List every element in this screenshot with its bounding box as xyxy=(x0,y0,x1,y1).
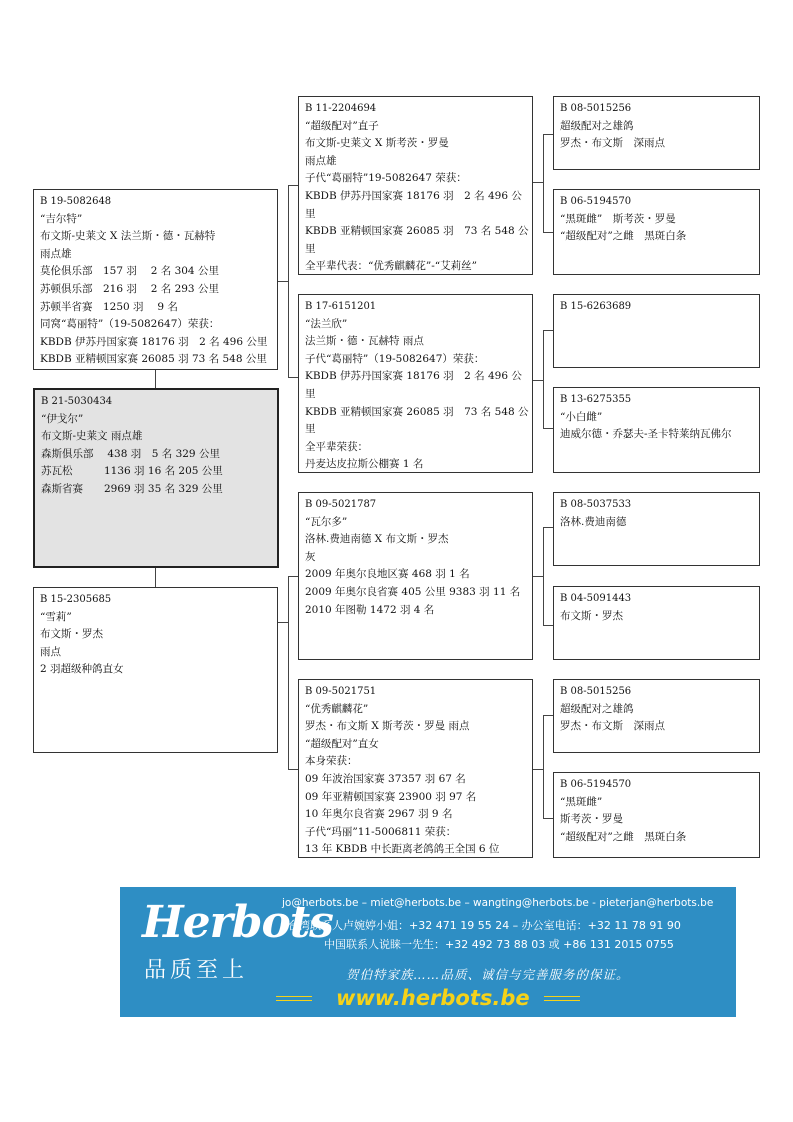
pedigree-line: 09 年亚精顿国家赛 23900 羽 97 名 xyxy=(305,790,477,803)
pedigree-line: “瓦尔多” xyxy=(305,515,348,528)
ring-number: B 15-6263689 xyxy=(560,301,632,312)
pedigree-line: 布文斯-史莱文 X 斯考茨・罗曼 xyxy=(305,137,449,150)
connector xyxy=(543,715,544,818)
pedigree-line: 苏顿半省赛 1250 羽 9 名 xyxy=(40,300,178,313)
pedigree-line: KBDB 伊苏丹国家赛 18176 羽 2 名 496 公 xyxy=(305,189,522,202)
pedigree-line: 灰 xyxy=(305,550,316,563)
pedigree-line: KBDB 亚精顿国家赛 26085 羽 73 名 548 公 xyxy=(305,405,529,418)
subject-card xyxy=(33,388,279,568)
connector xyxy=(278,622,288,623)
grandsire-maternal-card xyxy=(298,492,533,660)
connector xyxy=(288,769,298,770)
pedigree-line: 全平辈荣获： xyxy=(305,440,368,453)
pedigree-line: 法兰斯・德・瓦赫特 雨点 xyxy=(305,335,424,348)
pedigree-line: KBDB 亚精顿国家赛 26085 羽 73 名 548 公里 xyxy=(40,353,267,366)
connector xyxy=(533,576,543,577)
great-grandparent-card xyxy=(553,96,760,170)
pedigree-line: 迪威尔德・乔瑟夫-圣卡特莱纳瓦佛尔 xyxy=(560,428,732,441)
pedigree-line: 子代“葛丽特”19-5082647 荣获： xyxy=(305,172,467,185)
connector xyxy=(543,818,553,819)
pedigree-line: 超级配对之雄鸽 xyxy=(560,702,634,715)
grandsire-paternal-card xyxy=(298,96,533,275)
pedigree-line: 里 xyxy=(305,242,316,255)
connector xyxy=(543,134,544,232)
pedigree-line: 苏顿俱乐部 216 羽 2 名 293 公里 xyxy=(40,282,219,295)
pedigree-line: 全平辈代表：“优秀麒麟花”-“艾莉丝” xyxy=(305,260,478,273)
pedigree-line: 本身荣获： xyxy=(305,755,358,768)
ring-number: B 06-5194570 xyxy=(560,196,632,207)
ring-number: B 11-2204694 xyxy=(305,103,377,114)
pedigree-line: 丹麦达皮拉斯公棚赛 1 名 xyxy=(305,458,424,471)
connector xyxy=(543,330,553,331)
ring-number: B 08-5037533 xyxy=(560,499,632,510)
pedigree-line: “优秀麒麟花” xyxy=(305,702,369,715)
dam-card xyxy=(33,587,278,753)
pedigree-line: 罗杰・布文斯 深雨点 xyxy=(560,720,665,733)
connector xyxy=(543,527,553,528)
pedigree-line: “超级配对”直女 xyxy=(305,737,379,750)
great-grandparent-card xyxy=(553,294,760,368)
connector xyxy=(533,182,543,183)
connector xyxy=(288,185,298,186)
connector xyxy=(543,428,553,429)
pedigree-line: 09 年波治国家赛 37357 羽 67 名 xyxy=(305,772,466,785)
pedigree-line: “吉尔特” xyxy=(40,212,83,225)
pedigree-line: 子代“葛丽特”（19-5082647）荣获： xyxy=(305,352,485,365)
contact-phone-taiwan: 台湾联系人卢婉婷小姐：+32 471 19 55 24 – 办公室电话：+32 11 78 91 90 xyxy=(288,919,681,932)
connector xyxy=(543,232,553,233)
divider xyxy=(276,996,312,1001)
pedigree-line: 里 xyxy=(305,423,316,436)
pedigree-line: 苏瓦松 1136 羽 16 名 205 公里 xyxy=(41,465,223,478)
pedigree-line: “超级配对”直子 xyxy=(305,119,379,132)
ring-number: B 06-5194570 xyxy=(560,779,632,790)
pedigree-line: 洛林.费迪南德 xyxy=(560,515,627,528)
connector xyxy=(288,576,289,769)
pedigree-line: 罗杰・布文斯 深雨点 xyxy=(560,137,665,150)
pedigree-line: 里 xyxy=(305,387,316,400)
ring-number: B 08-5015256 xyxy=(560,686,632,697)
pedigree-line: 雨点 xyxy=(40,645,61,658)
ring-number: B 17-6151201 xyxy=(305,301,377,312)
pedigree-line: “超级配对”之雌 黑斑白条 xyxy=(560,830,687,843)
ring-number: B 08-5015256 xyxy=(560,103,632,114)
connector xyxy=(543,330,544,428)
pedigree-line: 布文斯-史莱文 雨点雄 xyxy=(41,430,143,443)
pedigree-line: 13 年 KBDB 中长距离老鸽鸽王全国 6 位 xyxy=(305,843,500,856)
pedigree-line: 森斯省赛 2969 羽 35 名 329 公里 xyxy=(41,482,223,495)
contact-emails[interactable]: jo@herbots.be – miet@herbots.be – wangting@herbots.be - pieterjan@herbots.be xyxy=(282,897,714,909)
sire-card xyxy=(33,189,278,370)
pedigree-line: 2009 年奥尔良省赛 405 公里 9383 羽 11 名 xyxy=(305,585,521,598)
pedigree-line: 里 xyxy=(305,207,316,220)
pedigree-line: KBDB 亚精顿国家赛 26085 羽 73 名 548 公 xyxy=(305,225,529,238)
pedigree-line: “伊戈尔” xyxy=(41,412,84,425)
divider xyxy=(544,996,580,1001)
pedigree-line: 超级配对之雄鸽 xyxy=(560,119,634,132)
pedigree-line: 10 年奥尔良省赛 2967 羽 9 名 xyxy=(305,808,453,821)
pedigree-line: “黑斑雌” xyxy=(560,795,603,808)
great-grandparent-card xyxy=(553,189,760,275)
ring-number: B 13-6275355 xyxy=(560,394,632,405)
contact-phone-china: 中国联系人说睐一先生：+32 492 73 88 03 或 +86 131 2015 0755 xyxy=(324,938,674,951)
pedigree-line: 莫伦俱乐部 157 羽 2 名 304 公里 xyxy=(40,265,219,278)
website-link[interactable]: www.herbots.be xyxy=(336,986,530,1010)
connector xyxy=(288,377,298,378)
pedigree-line: 雨点雄 xyxy=(40,247,72,260)
pedigree-line: “小白雌” xyxy=(560,410,603,423)
pedigree-line: 布文斯-史莱文 X 法兰斯・德・瓦赫特 xyxy=(40,230,216,243)
pedigree-line: 洛林.费迪南德 X 布文斯・罗杰 xyxy=(305,533,449,546)
slogan: 品质至上 xyxy=(144,958,249,983)
pedigree-line: KBDB 伊苏丹国家赛 18176 羽 2 名 496 公 xyxy=(305,370,522,383)
connector xyxy=(288,576,298,577)
connector xyxy=(543,625,553,626)
pedigree-line: KBDB 伊苏丹国家赛 18176 羽 2 名 496 公里 xyxy=(40,335,268,348)
connector xyxy=(543,134,553,135)
pedigree-line: “法兰欣” xyxy=(305,317,348,330)
connector xyxy=(543,527,544,625)
pedigree-line: 罗杰・布文斯 X 斯考茨・罗曼 雨点 xyxy=(305,720,470,733)
tagline: 贺伯特家族……品质、诚信与完善服务的保证。 xyxy=(346,967,630,982)
great-grandparent-card xyxy=(553,492,760,566)
herbots-banner xyxy=(120,887,736,1017)
connector xyxy=(288,185,289,377)
connector xyxy=(543,715,553,716)
great-grandparent-card xyxy=(553,772,760,858)
ring-number: B 04-5091443 xyxy=(560,593,632,604)
pedigree-line: 布文斯・罗杰 xyxy=(560,609,623,622)
pedigree-line: 子代“玛丽”11-5006811 荣获： xyxy=(305,825,457,838)
pedigree-line: “黑斑雌” 斯考茨・罗曼 xyxy=(560,212,676,225)
pedigree-line: 2009 年奥尔良地区赛 468 羽 1 名 xyxy=(305,568,470,581)
great-grandparent-card xyxy=(553,387,760,473)
granddam-paternal-card xyxy=(298,294,533,473)
pedigree-line: “超级配对”之雌 黑斑白条 xyxy=(560,230,687,243)
ring-number: B 09-5021751 xyxy=(305,686,377,697)
great-grandparent-card xyxy=(553,679,760,753)
connector xyxy=(533,380,543,381)
connector xyxy=(155,568,156,587)
great-grandparent-card xyxy=(553,586,760,660)
ring-number: B 21-5030434 xyxy=(41,396,113,407)
ring-number: B 09-5021787 xyxy=(305,499,377,510)
pedigree-line: 布文斯・罗杰 xyxy=(40,628,103,641)
ring-number: B 15-2305685 xyxy=(40,594,112,605)
pedigree-line: 森斯俱乐部 438 羽 5 名 329 公里 xyxy=(41,447,220,460)
pedigree-line: 雨点雄 xyxy=(305,154,337,167)
pedigree-line: 斯考茨・罗曼 xyxy=(560,813,623,826)
herbots-logo: Herbots xyxy=(142,897,333,948)
pedigree-line: 同窝“葛丽特”（19-5082647）荣获： xyxy=(40,318,220,331)
pedigree-line: “雪莉” xyxy=(40,610,72,623)
pedigree-line: 2010 年图勒 1472 羽 4 名 xyxy=(305,603,435,616)
pedigree-line: 2 羽超级种鸽直女 xyxy=(40,663,124,676)
ring-number: B 19-5082648 xyxy=(40,196,112,207)
connector xyxy=(278,281,288,282)
connector xyxy=(533,769,543,770)
connector xyxy=(155,370,156,389)
granddam-maternal-card xyxy=(298,679,533,858)
